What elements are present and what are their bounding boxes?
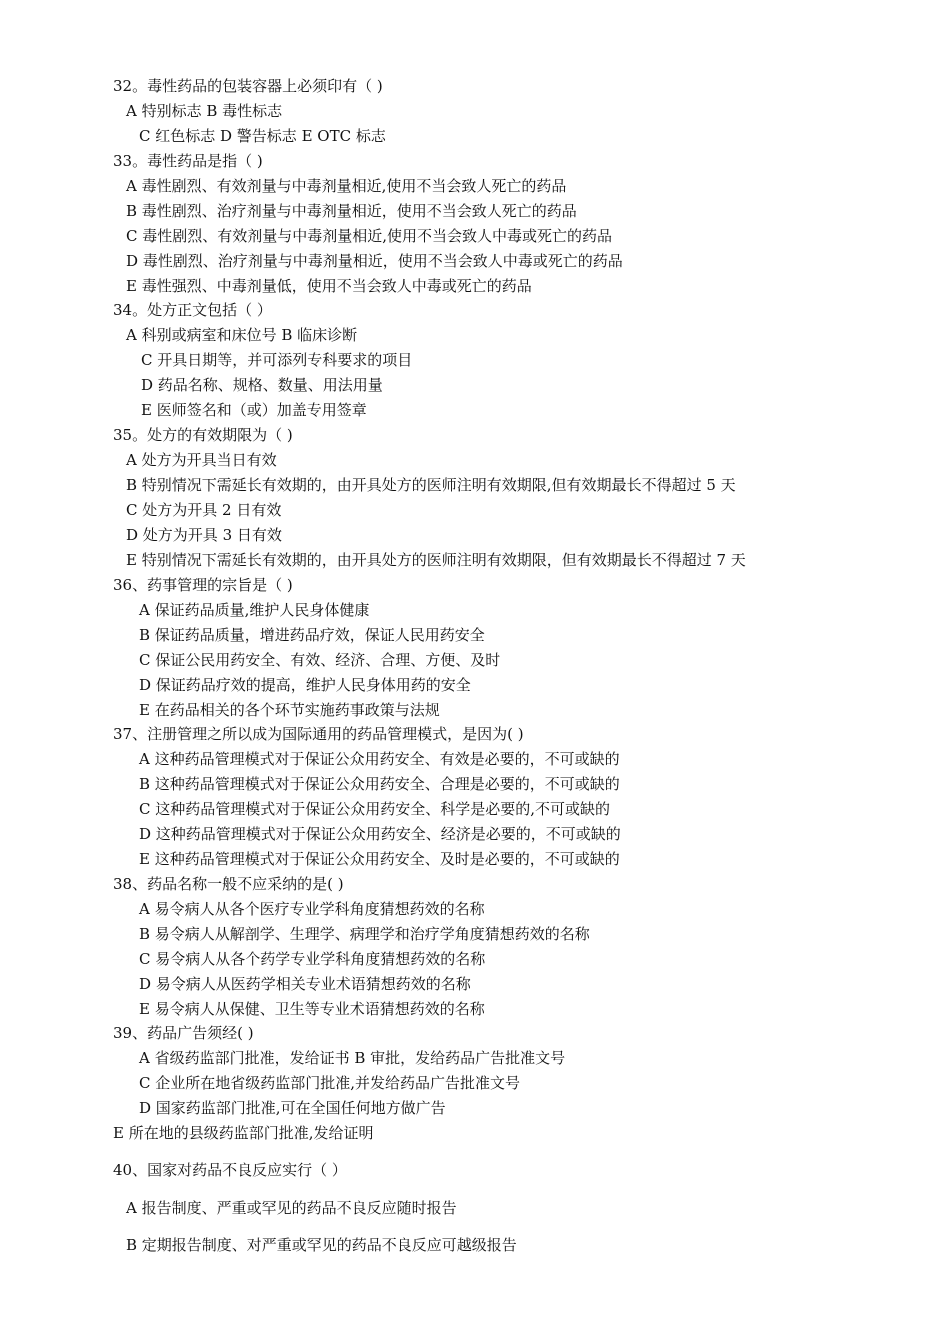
question-39: 39、药品广告须经( )	[113, 1024, 254, 1042]
option-line: D 处方为开具 3 日有效	[126, 526, 282, 544]
option-line: E 易令病人从保健、卫生等专业术语猜想药效的名称	[139, 1000, 485, 1018]
option-line: D 保证药品疗效的提高，维护人民身体用药的安全	[139, 676, 471, 694]
option-line: A 省级药监部门批准，发给证书 B 审批，发给药品广告批准文号	[139, 1049, 566, 1067]
option-line: D 药品名称、规格、数量、用法用量	[141, 376, 383, 394]
option-line: C 易令病人从各个药学专业学科角度猜想药效的名称	[139, 950, 486, 968]
option-line: D 国家药监部门批准,可在全国任何地方做广告	[139, 1099, 446, 1117]
option-line: E 在药品相关的各个环节实施药事政策与法规	[139, 701, 440, 719]
option-line: E 这种药品管理模式对于保证公众用药安全、及时是必要的，不可或缺的	[139, 850, 620, 868]
option-line: C 这种药品管理模式对于保证公众用药安全、科学是必要的,不可或缺的	[139, 800, 611, 818]
option-line: D 易令病人从医药学相关专业术语猜想药效的名称	[139, 975, 471, 993]
option-line: E 所在地的县级药监部门批准,发给证明	[113, 1124, 374, 1142]
option-line: E 毒性强烈、中毒剂量低，使用不当会致人中毒或死亡的药品	[126, 277, 532, 295]
option-line: C 红色标志 D 警告标志 E OTC 标志	[139, 127, 386, 145]
question-35: 35。处方的有效期限为（ )	[113, 426, 293, 444]
question-32: 32。毒性药品的包装容器上必须印有（ )	[113, 77, 383, 95]
option-line: A 科别或病室和床位号 B 临床诊断	[126, 326, 358, 344]
option-line: D 毒性剧烈、治疗剂量与中毒剂量相近，使用不当会致人中毒或死亡的药品	[126, 252, 623, 270]
option-line: A 毒性剧烈、有效剂量与中毒剂量相近,使用不当会致人死亡的药品	[126, 177, 567, 195]
option-line: B 易令病人从解剖学、生理学、病理学和治疗学角度猜想药效的名称	[139, 925, 590, 943]
option-line: B 毒性剧烈、治疗剂量与中毒剂量相近，使用不当会致人死亡的药品	[126, 202, 577, 220]
option-line: C 处方为开具 2 日有效	[126, 501, 282, 519]
option-line: A 特别标志 B 毒性标志	[126, 102, 283, 120]
option-line: C 保证公民用药安全、有效、经济、合理、方便、及时	[139, 651, 501, 669]
question-33: 33。毒性药品是指（ )	[113, 152, 263, 170]
question-40: 40、国家对药品不良反应实行（ ）	[113, 1161, 347, 1179]
option-line: B 定期报告制度、对严重或罕见的药品不良反应可越级报告	[126, 1236, 517, 1254]
option-line: A 这种药品管理模式对于保证公众用药安全、有效是必要的，不可或缺的	[139, 750, 620, 768]
option-line: C 企业所在地省级药监部门批准,并发给药品广告批准文号	[139, 1074, 521, 1092]
option-line: A 保证药品质量,维护人民身体健康	[139, 601, 370, 619]
option-line: B 特别情况下需延长有效期的，由开具处方的医师注明有效期限,但有效期最长不得超过 5 天	[126, 476, 736, 494]
option-line: D 这种药品管理模式对于保证公众用药安全、经济是必要的，不可或缺的	[139, 825, 621, 843]
question-38: 38、药品名称一般不应采纳的是( )	[113, 875, 344, 893]
option-line: C 开具日期等，并可添列专科要求的项目	[141, 351, 413, 369]
question-37: 37、注册管理之所以成为国际通用的药品管理模式，是因为( )	[113, 725, 524, 743]
option-line: E 特别情况下需延长有效期的，由开具处方的医师注明有效期限，但有效期最长不得超过 7 天	[126, 551, 746, 569]
option-line: A 处方为开具当日有效	[126, 451, 277, 469]
question-34: 34。处方正文包括（ ）	[113, 301, 272, 319]
question-36: 36、药事管理的宗旨是（ )	[113, 576, 293, 594]
option-line: B 这种药品管理模式对于保证公众用药安全、合理是必要的，不可或缺的	[139, 775, 620, 793]
option-line: A 报告制度、严重或罕见的药品不良反应随时报告	[126, 1199, 457, 1217]
option-line: E 医师签名和（或）加盖专用签章	[141, 401, 367, 419]
option-line: A 易令病人从各个医疗专业学科角度猜想药效的名称	[139, 900, 485, 918]
option-line: C 毒性剧烈、有效剂量与中毒剂量相近,使用不当会致人中毒或死亡的药品	[126, 227, 613, 245]
option-line: B 保证药品质量，增进药品疗效，保证人民用药安全	[139, 626, 485, 644]
